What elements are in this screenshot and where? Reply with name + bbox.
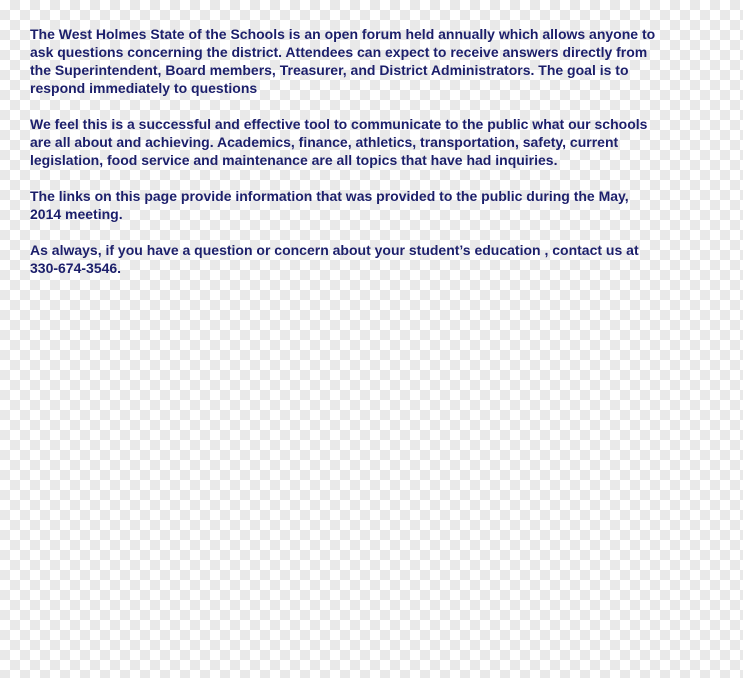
purpose-paragraph: We feel this is a successful and effective tool to communicate to the public what our schools are all about and achieving. Academics, finance, athletics, transportation, safety, current legislation, food service and maintenance are all topics that have had inquiries. bbox=[30, 116, 648, 168]
intro-paragraph: The West Holmes State of the Schools is an open forum held annually which allows anyone to ask questions concerning the district. Attendees can expect to receive answers directly from the Superintendent, Board members, Treasurer, and District Administrators. The goal is to respond immediately to questions bbox=[30, 26, 656, 96]
document-body bbox=[30, 25, 720, 295]
contact-paragraph: As always, if you have a question or concern about your student’s education , contact us at 330-674-3546. bbox=[30, 242, 639, 276]
links-paragraph: The links on this page provide information that was provided to the public during the May, 2014 meeting. bbox=[30, 188, 629, 222]
